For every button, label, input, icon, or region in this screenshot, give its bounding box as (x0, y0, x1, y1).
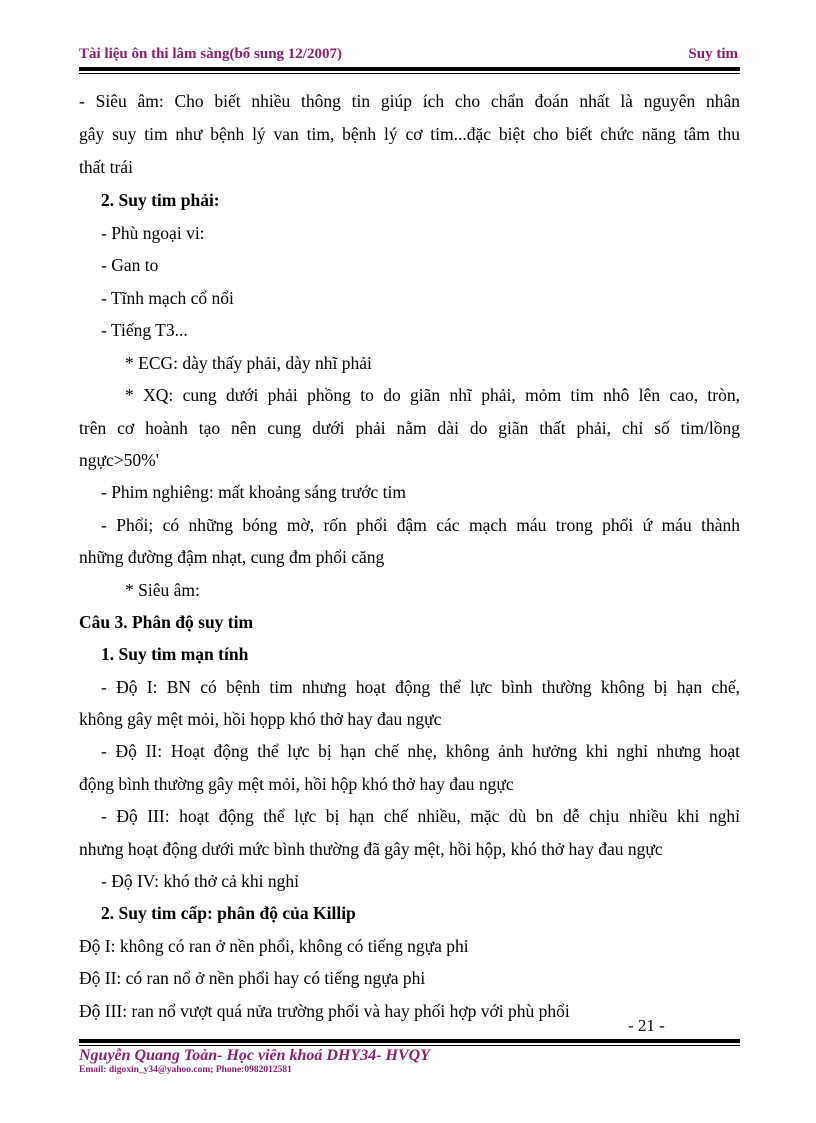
text-line: - Độ II: Hoạt động thể lực bị hạn chế nhẹ, không ảnh hưởng khi nghỉ nhưng hoạt (101, 741, 740, 761)
footer-rule-thin (79, 1045, 740, 1046)
text-line: không gây mệt mỏi, hồi họpp khó thở hay đau ngực (79, 709, 442, 729)
header-rule-thick (79, 67, 740, 71)
subsection-heading: 2. Suy tim cấp: phân độ của Killip (101, 903, 356, 923)
text-line: những đường đậm nhạt, cung đm phổi căng (79, 547, 385, 567)
text-line: trên cơ hoành tạo nên cung dưới phải nằm dài do giãn thất phải, chỉ số tim/lồng (79, 418, 740, 438)
text-line: thất trái (79, 157, 133, 177)
header-title: Tài liệu ôn thi lâm sàng(bổ sung 12/2007) (79, 46, 342, 62)
text-line: - Độ III: hoạt động thể lực bị hạn chế nhiều, mặc dù bn dễ chịu nhiều khi nghỉ (101, 806, 740, 826)
text-line: Độ I: không có ran ở nền phổi, không có tiếng ngựa phi (79, 936, 469, 956)
text-line: - Siêu âm: Cho biết nhiều thông tin giúp ích cho chẩn đoán nhất là nguyên nhân (79, 91, 740, 111)
section-heading: Câu 3. Phân độ suy tim (79, 612, 254, 632)
list-item: - Tiếng T3... (101, 320, 188, 340)
text-line: - Độ I: BN có bệnh tim nhưng hoạt động thể lực bình thường không bị hạn chế, (101, 677, 740, 697)
footer-author: Nguyễn Quang Toàn- Học viên khoá DHY34- HVQY (79, 1047, 430, 1064)
text-line: * XQ: cung dưới phải phồng to do giãn nhĩ phải, mỏm tim nhô lên cao, tròn, (125, 385, 740, 405)
header-section: Suy tim (688, 46, 738, 62)
text-line: - Độ IV: khó thở cả khi nghỉ (101, 871, 299, 891)
list-item: - Tĩnh mạch cổ nổi (101, 288, 234, 308)
text-line: gây suy tim như bệnh lý van tim, bệnh lý cơ tim...đặc biệt cho biết chức năng tâm thu (79, 124, 740, 144)
header-rule-thin (79, 73, 740, 74)
text-line: * Siêu âm: (125, 580, 200, 600)
text-line: * ECG: dày thấy phải, dày nhĩ phải (125, 353, 372, 373)
text-line: Độ III: ran nổ vượt quá nửa trường phổi và hay phối hợp với phù phổi (79, 1001, 570, 1021)
text-line: động bình thường gây mệt mỏi, hồi hộp khó thở hay đau ngực (79, 774, 514, 794)
footer-contact: Email: digoxin_y34@yahoo.com; Phone:0982012581 (79, 1065, 292, 1075)
text-line: Độ II: có ran nổ ở nền phổi hay có tiếng ngựa phi (79, 968, 426, 988)
footer-rule-thick (79, 1039, 740, 1043)
subsection-heading: 1. Suy tim mạn tính (101, 644, 249, 664)
text-line: ngực>50%' (79, 450, 159, 470)
page-number: - 21 - (628, 1016, 665, 1035)
list-item: - Gan to (101, 255, 159, 275)
list-item: - Phim nghiêng: mất khoảng sáng trước tim (101, 482, 407, 502)
list-item: - Phù ngoại vi: (101, 223, 205, 243)
page-header (79, 46, 738, 66)
section-heading: 2. Suy tim phải: (101, 190, 220, 210)
list-item: - Phổi; có những bóng mờ, rốn phổi đậm các mạch máu trong phổi ứ máu thành (101, 515, 740, 535)
text-line: nhưng hoạt động dưới mức bình thường đã gây mệt, hồi hộp, khó thở hay đau ngực (79, 839, 663, 859)
